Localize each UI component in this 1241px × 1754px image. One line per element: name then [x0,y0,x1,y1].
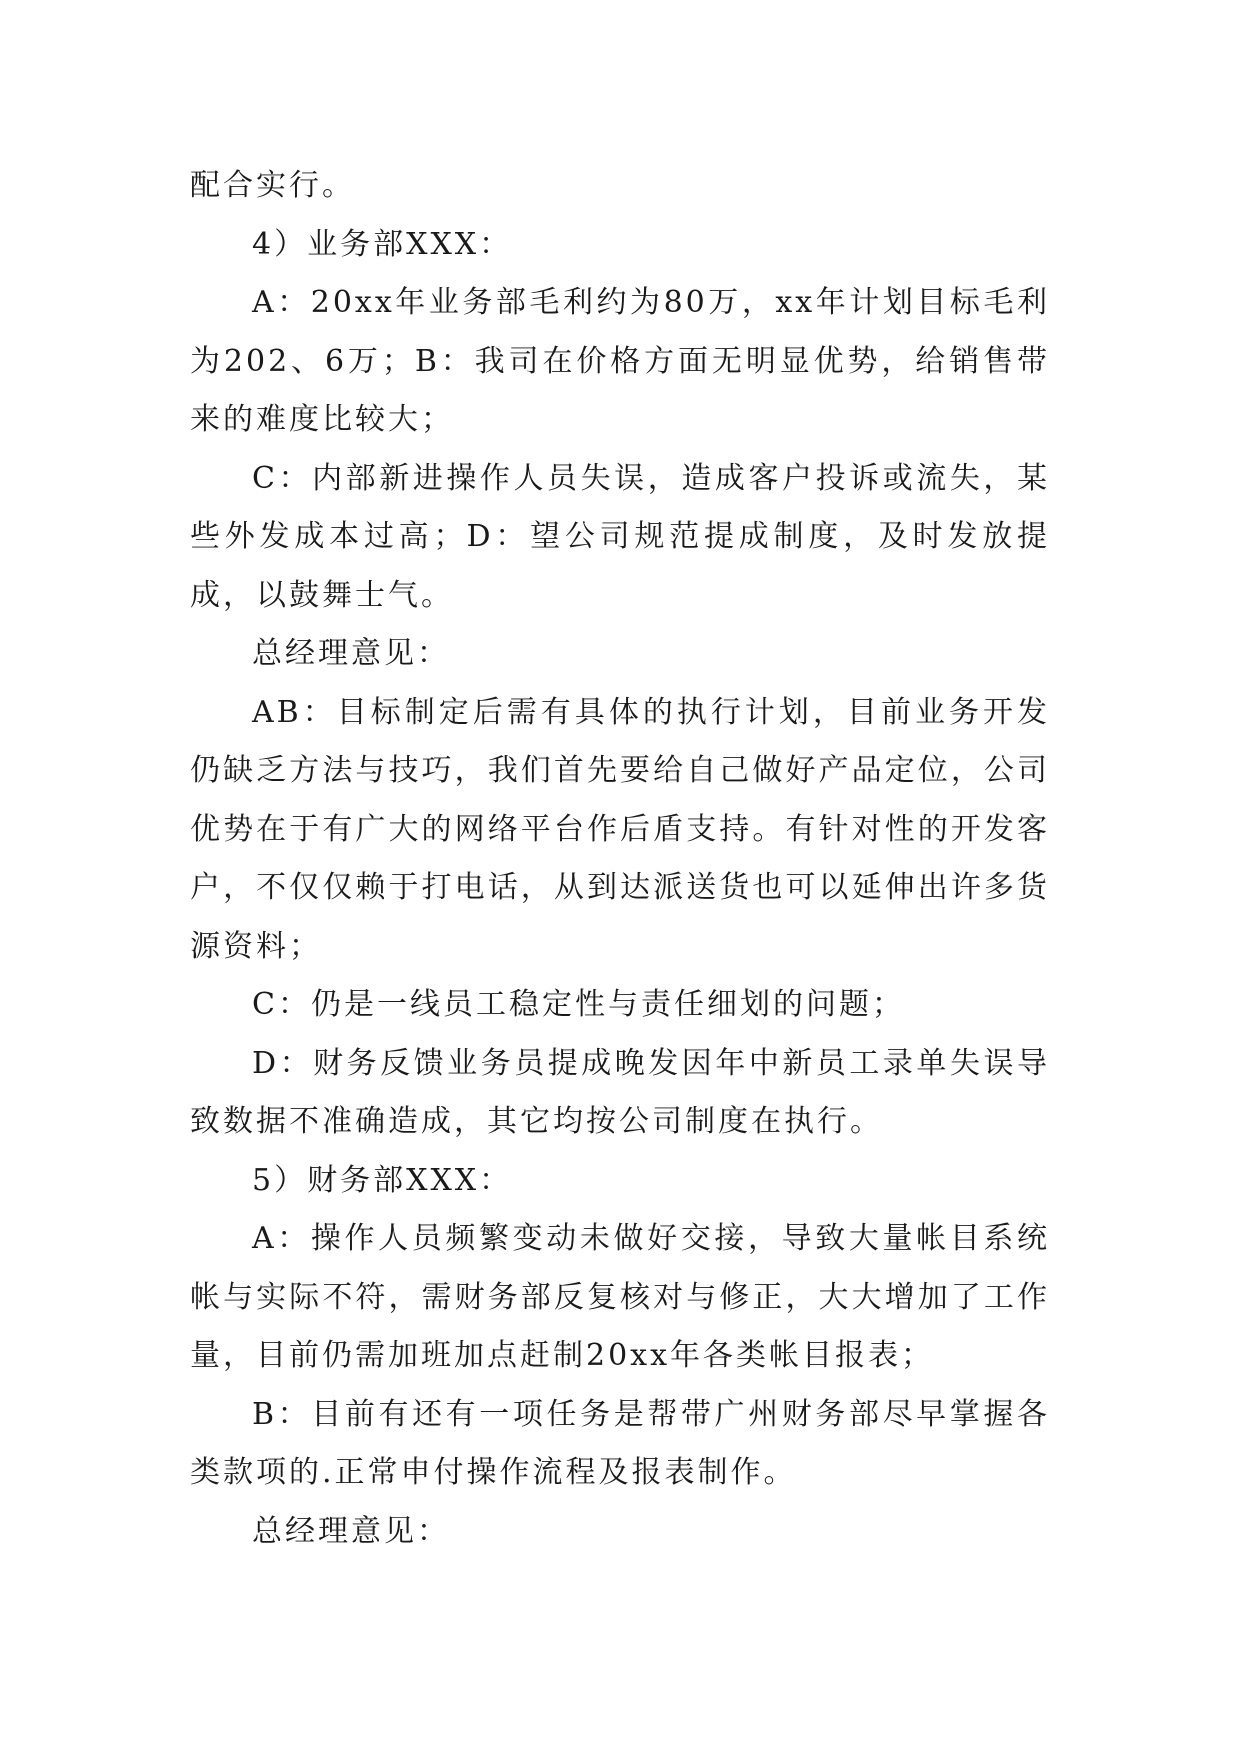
section-heading-business-dept: 4）业务部XXX： [252,226,513,262]
paragraph-gm-d: D：财务反馈业务员提成晚发因年中新员工录单失误导致数据不准确造成，其它均按公司制度在执行。 [190,1045,1050,1139]
paragraph-finance-b: B：目前有还有一项任务是帮带广州财务部尽早掌握各类款项的.正常申付操作流程及报表制作。 [190,1396,1050,1490]
paragraph-gm-c: C：仍是一线员工稳定性与责任细划的问题； [252,987,905,1022]
paragraph-business-c-d: C：内部新进操作人员失误，造成客户投诉或流失，某些外发成本过高；D：望公司规范提成制度，及时发放提成，以鼓舞士气。 [190,460,1050,613]
paragraph-finance-a: A：操作人员频繁变动未做好交接，导致大量帐目系统帐与实际不符，需财务部反复核对与修正，大大增加了工作量，目前仍需加班加点赶制20xx年各类帐目报表； [190,1221,1050,1373]
section-heading-finance-dept: 5）财务部XXX： [252,1162,513,1198]
paragraph-gm-ab: AB：目标制定后需有具体的执行计划，目前业务开发仍缺乏方法与技巧，我们首先要给自己做好产品定位，公司优势在于有广大的网络平台作后盾支持。有针对性的开发客户，不仅仅赖于打电话，从到达派送货也可以延伸出许多货源资料； [190,694,1050,964]
gm-opinion-heading: 总经理意见： [252,636,450,671]
document-body [190,157,1050,1561]
paragraph-business-a-b: A：20xx年业务部毛利约为80万，xx年计划目标毛利为202、6万；B：我司在价格方面无明显优势，给销售带来的难度比较大； [190,285,1050,437]
paragraph-continuation: 配合实行。 [190,168,355,203]
gm-opinion-heading-finance: 总经理意见： [252,1513,450,1549]
